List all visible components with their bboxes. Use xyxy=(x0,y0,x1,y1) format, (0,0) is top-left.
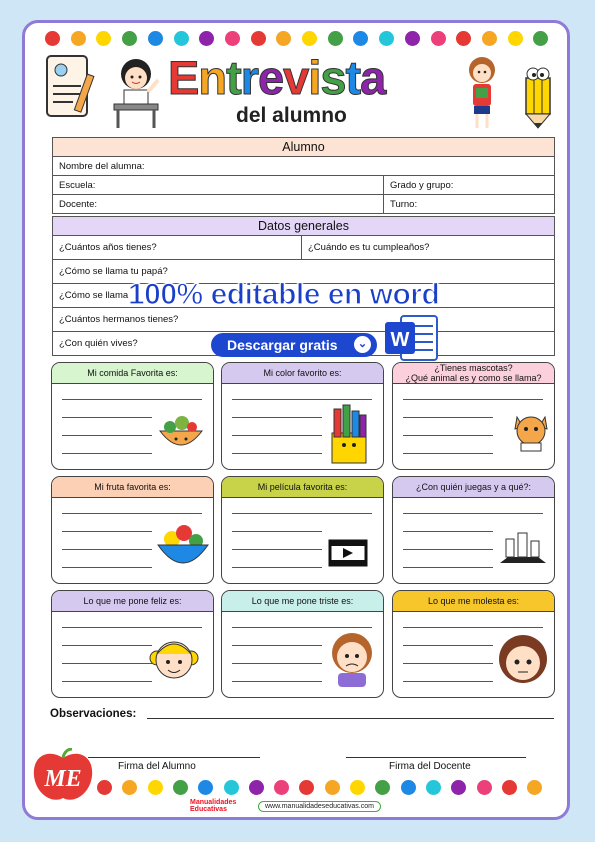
decorative-dot xyxy=(224,780,239,795)
answer-line[interactable] xyxy=(232,453,322,454)
turno-field[interactable]: Turno: xyxy=(384,195,555,214)
cumple-field[interactable]: ¿Cuándo es tu cumpleaños? xyxy=(302,236,555,260)
question-box xyxy=(221,590,384,698)
footer-url[interactable]: www.manualidadeseducativas.com xyxy=(258,801,381,812)
title-letter: t xyxy=(226,51,241,104)
upset-girl-icon xyxy=(496,631,550,696)
answer-line[interactable] xyxy=(232,645,322,646)
firma-alumno-label: Firma del Alumno xyxy=(118,761,196,772)
question-box-title-line: Lo que me pone triste es: xyxy=(251,596,354,606)
decorative-dot xyxy=(249,780,264,795)
decorative-dot xyxy=(198,780,213,795)
answer-line[interactable] xyxy=(62,549,152,550)
question-box xyxy=(51,362,214,470)
question-box-title xyxy=(52,477,213,498)
nombre-field[interactable]: Nombre del alumna: xyxy=(53,157,555,176)
decorative-dot xyxy=(502,780,517,795)
fruit-bowl-icon xyxy=(156,521,210,576)
cat-icon xyxy=(511,409,551,458)
answer-line[interactable] xyxy=(403,549,493,550)
answer-line[interactable] xyxy=(403,435,493,436)
decorative-dot xyxy=(97,780,112,795)
decorative-dot xyxy=(148,780,163,795)
me-logo xyxy=(28,748,98,804)
footer-brand-line1: Manualidades xyxy=(190,799,237,806)
question-box-title xyxy=(393,477,554,498)
decorative-dot xyxy=(533,31,548,46)
answer-line[interactable] xyxy=(403,453,493,454)
question-box-title xyxy=(52,363,213,384)
docente-field[interactable]: Docente: xyxy=(53,195,384,214)
title-letter: a xyxy=(360,51,386,104)
question-box-title-line: ¿Con quién juegas y a qué?: xyxy=(415,482,532,492)
question-box xyxy=(51,590,214,698)
question-box xyxy=(392,362,555,470)
question-box xyxy=(221,476,384,584)
title-letter: t xyxy=(345,51,361,104)
decorative-dot xyxy=(477,780,492,795)
question-box xyxy=(221,362,384,470)
answer-line[interactable] xyxy=(403,531,493,532)
edad-field[interactable]: ¿Cuántos años tienes? xyxy=(53,236,302,260)
question-box-title-line: Mi película favorita es: xyxy=(257,482,348,492)
answer-line[interactable] xyxy=(62,435,152,436)
decorative-dot xyxy=(45,31,60,46)
footer-brand xyxy=(190,799,236,813)
decorative-dot xyxy=(379,31,394,46)
film-icon xyxy=(328,537,368,574)
schoolgirl-icon xyxy=(462,54,502,132)
answer-line[interactable] xyxy=(403,417,493,418)
answer-line[interactable] xyxy=(232,663,322,664)
footer-brand-line2: Educativas xyxy=(190,806,227,813)
answer-line[interactable] xyxy=(62,567,152,568)
question-box-title-line: Lo que me pone feliz es: xyxy=(83,596,182,606)
decorative-dot xyxy=(122,31,137,46)
decorative-dot xyxy=(122,780,137,795)
decorative-dot xyxy=(431,31,446,46)
question-box-title-line: Mi fruta favorita es: xyxy=(94,482,171,492)
question-box-title-line: Mi color favorito es: xyxy=(263,368,342,378)
question-box-title xyxy=(222,477,383,498)
decorative-dot xyxy=(328,31,343,46)
title-letter: E xyxy=(168,51,199,104)
decorative-dot xyxy=(174,31,189,46)
decorative-dot xyxy=(299,780,314,795)
answer-line[interactable] xyxy=(232,399,372,400)
sad-girl-icon xyxy=(325,629,379,694)
decorative-dot xyxy=(302,31,317,46)
answer-line[interactable] xyxy=(62,627,202,628)
firma-alumno-line[interactable] xyxy=(88,757,260,758)
answer-line[interactable] xyxy=(232,627,372,628)
decorative-dot xyxy=(325,780,340,795)
answer-line[interactable] xyxy=(403,663,493,664)
pencil-character-icon xyxy=(522,64,554,130)
question-box xyxy=(392,590,555,698)
question-box-title xyxy=(393,363,554,384)
answer-line[interactable] xyxy=(62,399,202,400)
top-dot-border xyxy=(0,31,595,47)
vives-field[interactable]: ¿Con quién vives? xyxy=(53,332,555,356)
alumno-table xyxy=(52,137,555,214)
grado-field[interactable]: Grado y grupo: xyxy=(384,176,555,195)
question-box-title xyxy=(393,591,554,612)
clipboard-icon xyxy=(43,52,97,122)
decorative-dot xyxy=(148,31,163,46)
answer-line[interactable] xyxy=(62,513,202,514)
answer-line[interactable] xyxy=(403,513,543,514)
observaciones-line[interactable] xyxy=(147,718,554,719)
decorative-dot xyxy=(451,780,466,795)
promo-headline: 100% editable en word xyxy=(128,278,440,311)
answer-line[interactable] xyxy=(62,417,152,418)
decorative-dot xyxy=(96,31,111,46)
question-box-title-line: ¿Tienes mascotas? xyxy=(434,363,513,373)
decorative-dot xyxy=(456,31,471,46)
answer-line[interactable] xyxy=(232,549,322,550)
answer-line[interactable] xyxy=(62,453,152,454)
answer-line[interactable] xyxy=(403,567,493,568)
answer-line[interactable] xyxy=(403,645,493,646)
title-letter: e xyxy=(258,51,284,104)
title-letter: s xyxy=(320,51,346,104)
decorative-dot xyxy=(274,780,289,795)
hermanos-field[interactable]: ¿Cuántos hermanos tienes? xyxy=(53,308,555,332)
worksheet-title xyxy=(168,51,386,104)
decorative-dot xyxy=(251,31,266,46)
chess-icon xyxy=(498,527,548,572)
decorative-dot xyxy=(353,31,368,46)
decorative-dot xyxy=(71,31,86,46)
happy-girl-icon xyxy=(149,634,199,693)
decorative-dot xyxy=(401,780,416,795)
question-box-title xyxy=(222,591,383,612)
decorative-dot xyxy=(225,31,240,46)
answer-line[interactable] xyxy=(232,531,322,532)
answer-line[interactable] xyxy=(403,399,543,400)
question-box xyxy=(51,476,214,584)
answer-line[interactable] xyxy=(232,567,322,568)
question-box-title-line: Lo que me molesta es: xyxy=(427,596,520,606)
answer-line[interactable] xyxy=(232,435,322,436)
question-box-title-line: Mi comida Favorita es: xyxy=(87,368,178,378)
firma-docente-label: Firma del Docente xyxy=(389,761,471,772)
question-box-title-line: ¿Qué animal es y como se llama? xyxy=(405,373,542,383)
title-letter: v xyxy=(283,51,309,104)
salad-icon xyxy=(156,413,206,458)
decorative-dot xyxy=(173,780,188,795)
decorative-dot xyxy=(350,780,365,795)
answer-line[interactable] xyxy=(232,513,372,514)
question-box-title xyxy=(222,363,383,384)
answer-line[interactable] xyxy=(62,645,152,646)
svg-text:ME: ME xyxy=(44,766,82,792)
answer-line[interactable] xyxy=(62,681,152,682)
svg-text:W: W xyxy=(390,329,410,351)
alumno-heading: Alumno xyxy=(53,138,555,157)
question-box-title xyxy=(52,591,213,612)
escuela-field[interactable]: Escuela: xyxy=(53,176,384,195)
decorative-dot xyxy=(508,31,523,46)
download-button[interactable] xyxy=(211,333,377,357)
mama-field[interactable]: ¿Cómo se llama xyxy=(53,284,555,308)
girl-at-desk-icon xyxy=(108,52,164,132)
title-letter: r xyxy=(240,51,259,104)
papa-field[interactable]: ¿Cómo se llama tu papá? xyxy=(53,260,555,284)
decorative-dot xyxy=(276,31,291,46)
answer-line[interactable] xyxy=(403,681,493,682)
answer-line[interactable] xyxy=(232,417,322,418)
answer-line[interactable] xyxy=(232,681,322,682)
decorative-dot xyxy=(482,31,497,46)
title-letter: i xyxy=(308,51,321,104)
decorative-dot xyxy=(527,780,542,795)
worksheet-subtitle: del alumno xyxy=(236,104,347,127)
word-icon[interactable] xyxy=(383,314,439,362)
decorative-dot xyxy=(199,31,214,46)
decorative-dot xyxy=(426,780,441,795)
download-button-label: Descargar gratis xyxy=(227,337,338,353)
observaciones-label: Observaciones: xyxy=(50,708,137,720)
decorative-dot xyxy=(375,780,390,795)
colored-pencils-icon xyxy=(324,403,374,470)
datos-heading: Datos generales xyxy=(53,217,555,236)
chevron-down-icon: ⌄ xyxy=(354,336,371,353)
answer-line[interactable] xyxy=(403,627,543,628)
question-box xyxy=(392,476,555,584)
answer-line[interactable] xyxy=(62,663,152,664)
title-letter: n xyxy=(198,51,227,104)
answer-line[interactable] xyxy=(62,531,152,532)
firma-docente-line[interactable] xyxy=(346,757,526,758)
decorative-dot xyxy=(405,31,420,46)
